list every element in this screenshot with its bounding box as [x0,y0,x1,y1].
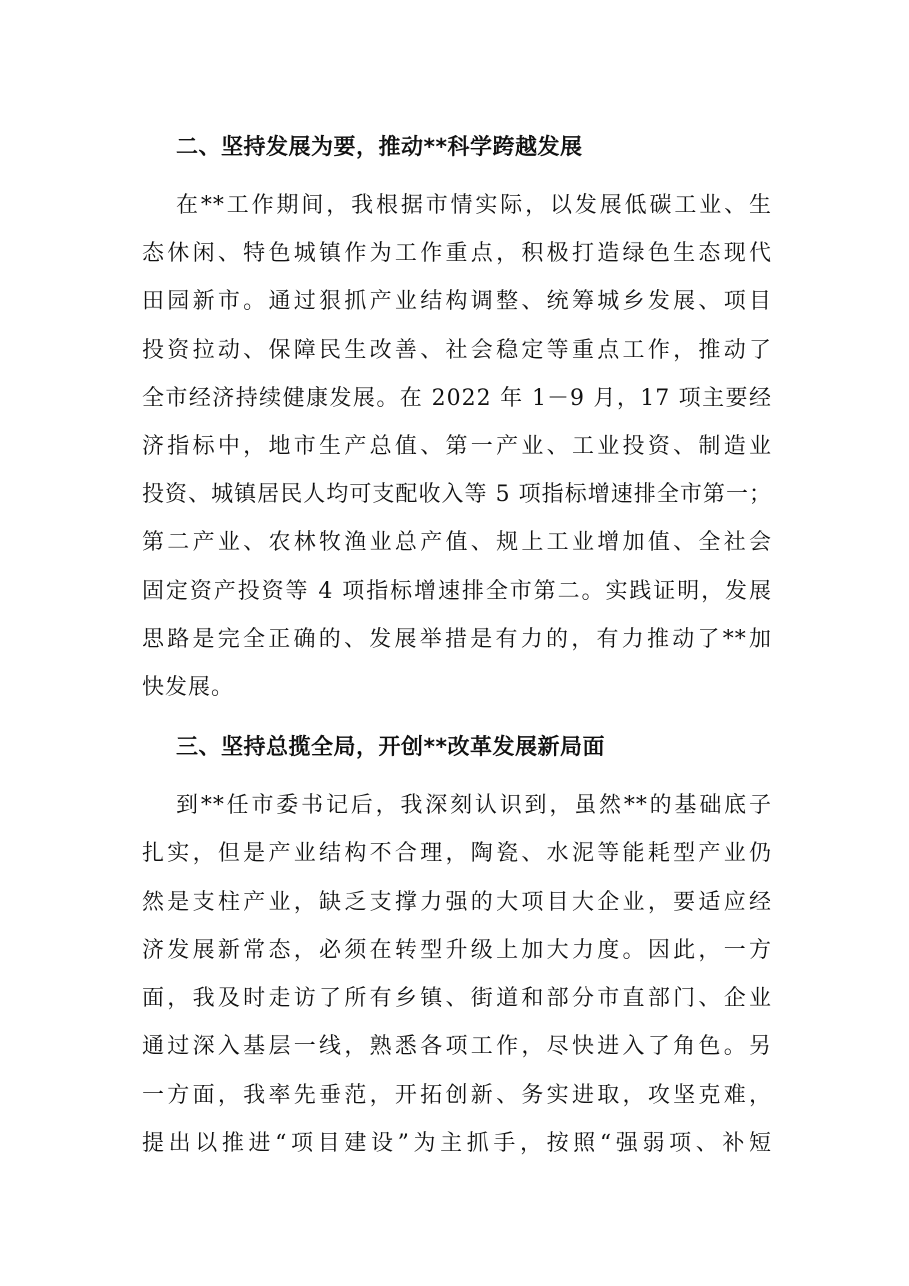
paragraph-line: 通过深入基层一线，熟悉各项工作，尽快进入了角色。另 [142,1034,772,1059]
paragraph-line: 一方面，我率先垂范，开拓创新、务实进取，攻坚克难， [142,1083,772,1108]
paragraph-line: 投资、城镇居民人均可支配收入等 5 项指标增速排全市第一； [142,482,772,507]
paragraph-line: 全市经济持续健康发展。在 2022 年 1－9 月，17 项主要经 [142,386,772,411]
paragraph-line: 固定资产投资等 4 项指标增速排全市第二。实践证明，发展 [142,579,772,604]
paragraph-line: 快发展。 [142,675,235,700]
paragraph-line: 思路是完全正确的、发展举措是有力的，有力推动了**加 [142,627,772,652]
paragraph-line: 然是支柱产业，缺乏支撑力强的大项目大企业，要适应经 [142,890,772,915]
paragraph-line: 田园新市。通过狠抓产业结构调整、统筹城乡发展、项目 [142,289,772,314]
paragraph-line: 扎实，但是产业结构不合理，陶瓷、水泥等能耗型产业仍 [142,841,772,866]
section-heading-2: 二、坚持发展为要，推动**科学跨越发展 [176,135,583,160]
paragraph-line: 投资拉动、保障民生改善、社会稳定等重点工作，推动了 [142,338,772,363]
paragraph-line: 在**工作期间，我根据市情实际，以发展低碳工业、生 [176,193,772,218]
paragraph-line: 济发展新常态，必须在转型升级上加大力度。因此，一方 [142,938,772,963]
paragraph-line: 到**任市委书记后，我深刻认识到，虽然**的基础底子 [176,793,772,818]
paragraph-line: 面，我及时走访了所有乡镇、街道和部分市直部门、企业 [142,986,772,1011]
paragraph-line: 态休闲、特色城镇作为工作重点，积极打造绿色生态现代 [142,241,772,266]
paragraph-line: 济指标中，地市生产总值、第一产业、工业投资、制造业 [142,434,772,459]
paragraph-line: 提出以推进“项目建设”为主抓手，按照“强弱项、补短 [142,1131,772,1156]
section-heading-3: 三、坚持总揽全局，开创**改革发展新局面 [176,735,606,760]
paragraph-line: 第二产业、农林牧渔业总产值、规上工业增加值、全社会 [142,530,772,555]
